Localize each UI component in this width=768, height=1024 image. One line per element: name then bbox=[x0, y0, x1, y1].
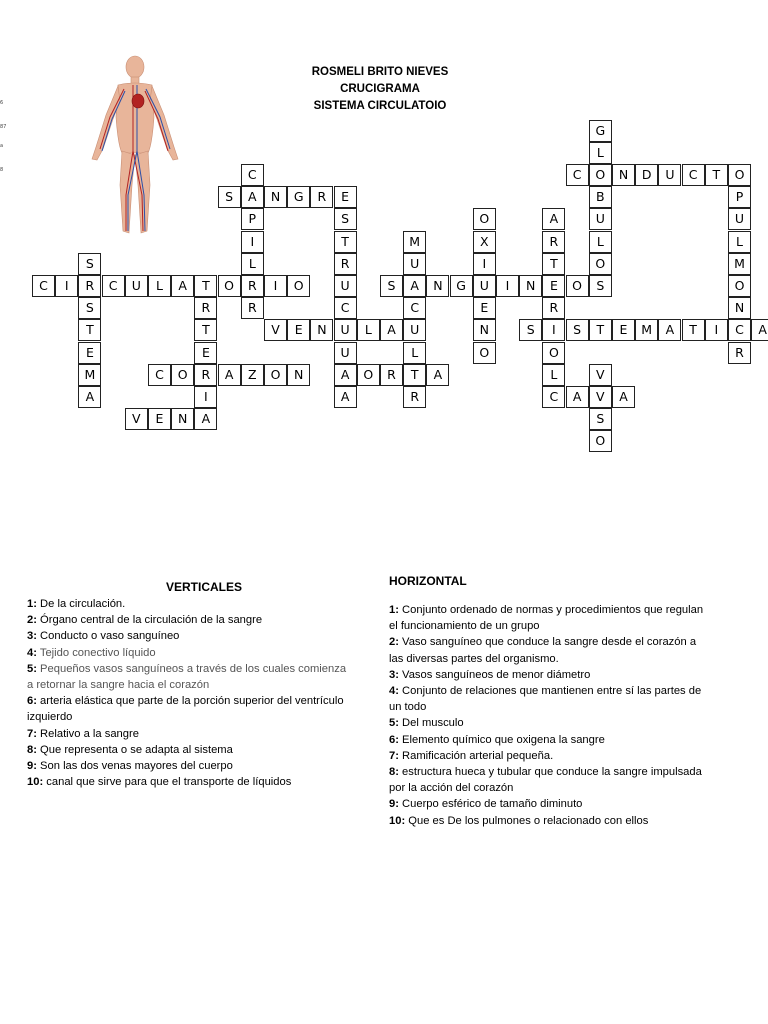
crossword-cell[interactable]: I bbox=[241, 231, 264, 253]
vertical-clue bbox=[27, 758, 352, 774]
crossword-cell[interactable]: T bbox=[194, 275, 217, 297]
clue-text: Elemento químico que oxigena la sangre bbox=[398, 733, 605, 746]
margin-mark: 8 bbox=[0, 167, 4, 173]
clue-number: 1: bbox=[27, 598, 37, 610]
vertical-clue bbox=[27, 726, 352, 742]
crossword-cell[interactable]: R bbox=[78, 275, 101, 297]
crossword-cell[interactable]: I bbox=[705, 319, 728, 341]
crossword-cell[interactable]: V bbox=[264, 319, 287, 341]
crossword-cell[interactable]: O bbox=[589, 253, 612, 275]
clue-number: 9: bbox=[389, 798, 399, 811]
clue-text: Son las dos venas mayores del cuerpo bbox=[36, 760, 233, 773]
margin-mark: 87 bbox=[0, 124, 7, 130]
crossword-cell[interactable]: N bbox=[612, 164, 635, 186]
crossword-cell[interactable]: T bbox=[334, 231, 357, 253]
crossword-cell[interactable]: C bbox=[102, 275, 125, 297]
crossword-cell[interactable]: Z bbox=[241, 364, 264, 386]
clue-number: 8: bbox=[389, 766, 399, 779]
crossword-cell[interactable]: T bbox=[403, 364, 426, 386]
crossword-cell[interactable]: L bbox=[357, 319, 380, 341]
crossword-cell[interactable]: C bbox=[566, 164, 589, 186]
crossword-cell[interactable]: I bbox=[542, 319, 565, 341]
crossword-cell[interactable]: V bbox=[589, 364, 612, 386]
clue-number: 8: bbox=[27, 743, 37, 756]
crossword-grid bbox=[0, 0, 768, 470]
crossword-cell[interactable]: O bbox=[287, 275, 310, 297]
clue-text: Vaso sanguíneo que conduce la sangre desde el corazón a las diversas partes del organismo. bbox=[389, 636, 697, 665]
crossword-cell[interactable]: S bbox=[380, 275, 403, 297]
crossword-cell[interactable]: O bbox=[589, 430, 612, 452]
clue-number: 5: bbox=[27, 662, 37, 675]
crossword-cell[interactable]: M bbox=[635, 319, 658, 341]
crossword-cell[interactable]: S bbox=[519, 319, 542, 341]
crossword-cell[interactable]: E bbox=[78, 342, 101, 364]
crossword-cell[interactable]: A bbox=[426, 364, 449, 386]
crossword-cell[interactable]: E bbox=[194, 342, 217, 364]
horizontal-title: HORIZONTAL bbox=[389, 574, 467, 588]
crossword-cell[interactable]: R bbox=[542, 297, 565, 319]
crossword-cell[interactable]: R bbox=[403, 386, 426, 408]
crossword-cell[interactable]: C bbox=[334, 297, 357, 319]
crossword-cell[interactable]: A bbox=[78, 386, 101, 408]
crossword-cell[interactable]: R bbox=[241, 297, 264, 319]
crossword-cell[interactable]: O bbox=[728, 164, 751, 186]
crossword-cell[interactable]: A bbox=[171, 275, 194, 297]
crossword-cell[interactable]: G bbox=[589, 120, 612, 142]
crossword-cell[interactable]: I bbox=[55, 275, 78, 297]
crossword-cell[interactable]: C bbox=[32, 275, 55, 297]
clue-text: Conducto o vaso sanguíneo bbox=[36, 630, 180, 643]
crossword-cell[interactable]: U bbox=[658, 164, 681, 186]
clue-text: arteria elástica que parte de la porción superior del ventrículo izquierdo bbox=[27, 695, 344, 724]
clue-number: 10: bbox=[389, 814, 406, 827]
horizontal-clue bbox=[389, 667, 709, 683]
horizontal-clue bbox=[389, 796, 709, 812]
margin-mark: a bbox=[0, 143, 4, 149]
crossword-cell[interactable]: P bbox=[728, 186, 751, 208]
crossword-cell[interactable]: A bbox=[380, 319, 403, 341]
crossword-cell[interactable]: A bbox=[194, 408, 217, 430]
crossword-cell[interactable]: L bbox=[148, 275, 171, 297]
crossword-cell[interactable]: D bbox=[635, 164, 658, 186]
clue-text: Órgano central de la circulación de la sangre bbox=[36, 614, 263, 627]
crossword-cell[interactable]: R bbox=[310, 186, 333, 208]
crossword-cell[interactable]: L bbox=[542, 364, 565, 386]
crossword-cell[interactable]: A bbox=[566, 386, 589, 408]
crossword-cell[interactable]: R bbox=[241, 275, 264, 297]
clue-text: Que representa o se adapta al sistema bbox=[36, 743, 233, 756]
verticales-clue-list bbox=[27, 596, 352, 790]
crossword-cell[interactable]: I bbox=[264, 275, 287, 297]
crossword-cell[interactable]: M bbox=[728, 253, 751, 275]
clue-number: 2: bbox=[389, 636, 399, 649]
crossword-cell[interactable]: A bbox=[334, 386, 357, 408]
clue-text: Relativo a la sangre bbox=[36, 727, 139, 740]
crossword-cell[interactable]: A bbox=[218, 364, 241, 386]
clue-text: Que es De los pulmones o relacionado con ellos bbox=[405, 814, 649, 827]
crossword-cell[interactable]: N bbox=[264, 186, 287, 208]
clue-text: Conjunto ordenado de normas y procedimientos que regulan el funcionamiento de un grupo bbox=[389, 604, 704, 633]
crossword-cell[interactable]: I bbox=[496, 275, 519, 297]
crossword-cell[interactable]: U bbox=[334, 319, 357, 341]
clue-text: Vasos sanguíneos de menor diámetro bbox=[398, 668, 591, 681]
crossword-cell[interactable]: O bbox=[473, 342, 496, 364]
crossword-cell[interactable]: R bbox=[194, 297, 217, 319]
crossword-cell[interactable]: N bbox=[519, 275, 542, 297]
crossword-cell[interactable]: S bbox=[589, 275, 612, 297]
crossword-cell[interactable]: O bbox=[264, 364, 287, 386]
crossword-cell[interactable]: G bbox=[450, 275, 473, 297]
crossword-cell[interactable]: N bbox=[171, 408, 194, 430]
crossword-cell[interactable]: B bbox=[589, 186, 612, 208]
crossword-cell[interactable]: T bbox=[682, 319, 705, 341]
clue-number: 4: bbox=[389, 685, 399, 698]
document-subtitle: SISTEMA CIRCULATOIO bbox=[313, 100, 447, 112]
crossword-cell[interactable]: C bbox=[542, 386, 565, 408]
crossword-cell[interactable]: R bbox=[194, 364, 217, 386]
clue-number: 7: bbox=[389, 749, 399, 762]
crossword-cell[interactable]: C bbox=[148, 364, 171, 386]
clue-text: estructura hueca y tubular que conduce la sangre impulsada por la acción del corazón bbox=[389, 766, 702, 795]
crossword-cell[interactable]: U bbox=[728, 208, 751, 230]
vertical-clue bbox=[27, 596, 352, 612]
crossword-cell[interactable]: X bbox=[473, 231, 496, 253]
crossword-cell[interactable]: V bbox=[589, 386, 612, 408]
crossword-cell[interactable]: M bbox=[78, 364, 101, 386]
crossword-cell[interactable]: A bbox=[612, 386, 635, 408]
crossword-cell[interactable]: S bbox=[78, 253, 101, 275]
crossword-cell[interactable]: E bbox=[148, 408, 171, 430]
clue-text: Cuerpo esférico de tamaño diminuto bbox=[398, 798, 583, 811]
crossword-cell[interactable]: L bbox=[589, 231, 612, 253]
vertical-clue bbox=[27, 628, 352, 644]
clue-number: 6: bbox=[389, 733, 399, 746]
crossword-cell[interactable]: A bbox=[658, 319, 681, 341]
vertical-clue bbox=[27, 774, 352, 790]
clue-number: 9: bbox=[27, 760, 37, 773]
crossword-cell[interactable]: C bbox=[403, 297, 426, 319]
crossword-cell[interactable]: O bbox=[728, 275, 751, 297]
crossword-cell[interactable]: S bbox=[566, 319, 589, 341]
crossword-cell[interactable]: A bbox=[542, 208, 565, 230]
horizontal-clue bbox=[389, 748, 709, 764]
crossword-cell[interactable]: U bbox=[334, 275, 357, 297]
crossword-cell[interactable]: R bbox=[380, 364, 403, 386]
crossword-cell[interactable]: N bbox=[426, 275, 449, 297]
clue-text: canal que sirve para que el transporte de líquidos bbox=[43, 776, 292, 789]
crossword-cell[interactable]: C bbox=[682, 164, 705, 186]
crossword-cell[interactable]: L bbox=[728, 231, 751, 253]
clue-text: Del musculo bbox=[398, 717, 464, 730]
clue-number: 10: bbox=[27, 776, 44, 789]
vertical-clue bbox=[27, 645, 352, 661]
crossword-cell[interactable]: E bbox=[334, 186, 357, 208]
crossword-cell[interactable]: S bbox=[218, 186, 241, 208]
horizontal-clue bbox=[389, 602, 709, 634]
crossword-cell[interactable]: U bbox=[125, 275, 148, 297]
crossword-cell[interactable]: O bbox=[566, 275, 589, 297]
crossword-cell[interactable]: I bbox=[194, 386, 217, 408]
margin-mark: 6 bbox=[0, 100, 4, 106]
crossword-cell[interactable]: U bbox=[403, 319, 426, 341]
crossword-cell[interactable]: O bbox=[589, 164, 612, 186]
crossword-cell[interactable]: U bbox=[403, 253, 426, 275]
crossword-cell[interactable]: R bbox=[728, 342, 751, 364]
crossword-cell[interactable]: C bbox=[241, 164, 264, 186]
crossword-cell[interactable]: A bbox=[751, 319, 768, 341]
crossword-cell[interactable]: O bbox=[542, 342, 565, 364]
clue-number: 3: bbox=[389, 668, 399, 681]
vertical-clue bbox=[27, 612, 352, 628]
author-name: ROSMELI BRITO NIEVES bbox=[311, 66, 449, 78]
crossword-cell[interactable]: T bbox=[194, 319, 217, 341]
crossword-cell[interactable]: T bbox=[589, 319, 612, 341]
crossword-cell[interactable]: S bbox=[334, 208, 357, 230]
crossword-cell[interactable]: E bbox=[473, 297, 496, 319]
verticales-title: VERTICALES bbox=[166, 580, 243, 594]
clue-text: Conjunto de relaciones que mantienen entre sí las partes de un todo bbox=[389, 685, 702, 714]
crossword-cell[interactable]: N bbox=[728, 297, 751, 319]
crossword-cell[interactable]: U bbox=[589, 208, 612, 230]
crossword-cell[interactable]: C bbox=[728, 319, 751, 341]
crossword-cell[interactable]: L bbox=[589, 142, 612, 164]
crossword-cell[interactable]: N bbox=[310, 319, 333, 341]
horizontal-clue bbox=[389, 764, 709, 796]
crossword-cell[interactable]: S bbox=[589, 408, 612, 430]
crossword-cell[interactable]: T bbox=[78, 319, 101, 341]
horizontal-clue bbox=[389, 715, 709, 731]
horizontal-clue-list bbox=[389, 602, 709, 829]
horizontal-clue bbox=[389, 813, 709, 829]
clue-number: 6: bbox=[27, 695, 37, 708]
crossword-cell[interactable]: T bbox=[542, 253, 565, 275]
crossword-cell[interactable]: E bbox=[542, 275, 565, 297]
clue-number: 4: bbox=[27, 646, 37, 659]
crossword-cell[interactable]: A bbox=[403, 275, 426, 297]
crossword-cell[interactable]: R bbox=[334, 253, 357, 275]
crossword-cell[interactable]: L bbox=[403, 342, 426, 364]
crossword-cell[interactable]: I bbox=[473, 253, 496, 275]
crossword-cell[interactable]: L bbox=[241, 253, 264, 275]
vertical-clue bbox=[27, 661, 352, 693]
clue-text: Pequeños vasos sanguíneos a través de los cuales comienza a retornar la sangre hacia el corazón bbox=[27, 662, 347, 692]
crossword-cell[interactable]: V bbox=[125, 408, 148, 430]
vertical-clue bbox=[27, 693, 352, 725]
crossword-cell[interactable]: U bbox=[473, 275, 496, 297]
crossword-cell[interactable]: O bbox=[171, 364, 194, 386]
crossword-cell[interactable]: E bbox=[287, 319, 310, 341]
vertical-clue bbox=[27, 742, 352, 758]
clue-number: 3: bbox=[27, 630, 37, 643]
horizontal-clue bbox=[389, 683, 709, 715]
document-title: CRUCIGRAMA bbox=[340, 83, 420, 95]
crossword-cell[interactable]: O bbox=[218, 275, 241, 297]
crossword-cell[interactable]: A bbox=[241, 186, 264, 208]
clue-number: 7: bbox=[27, 727, 37, 740]
crossword-cell[interactable]: N bbox=[473, 319, 496, 341]
crossword-cell[interactable]: A bbox=[334, 364, 357, 386]
crossword-cell[interactable]: E bbox=[612, 319, 635, 341]
clue-text: De la circulación. bbox=[36, 598, 126, 610]
crossword-cell[interactable]: O bbox=[357, 364, 380, 386]
clue-text: Tejido conectivo líquido bbox=[36, 646, 156, 659]
crossword-cell[interactable]: N bbox=[287, 364, 310, 386]
horizontal-clue bbox=[389, 634, 709, 666]
clue-text: Ramificación arterial pequeña. bbox=[398, 749, 554, 762]
crossword-cell[interactable]: G bbox=[287, 186, 310, 208]
crossword-cell[interactable]: M bbox=[403, 231, 426, 253]
crossword-cell[interactable]: U bbox=[334, 342, 357, 364]
crossword-cell[interactable]: P bbox=[241, 208, 264, 230]
clue-number: 2: bbox=[27, 614, 37, 627]
crossword-cell[interactable]: R bbox=[542, 231, 565, 253]
crossword-cell[interactable]: S bbox=[78, 297, 101, 319]
crossword-cell[interactable]: T bbox=[705, 164, 728, 186]
crossword-cell[interactable]: O bbox=[473, 208, 496, 230]
horizontal-clue bbox=[389, 732, 709, 748]
clue-number: 1: bbox=[389, 604, 399, 616]
clue-number: 5: bbox=[389, 717, 399, 730]
